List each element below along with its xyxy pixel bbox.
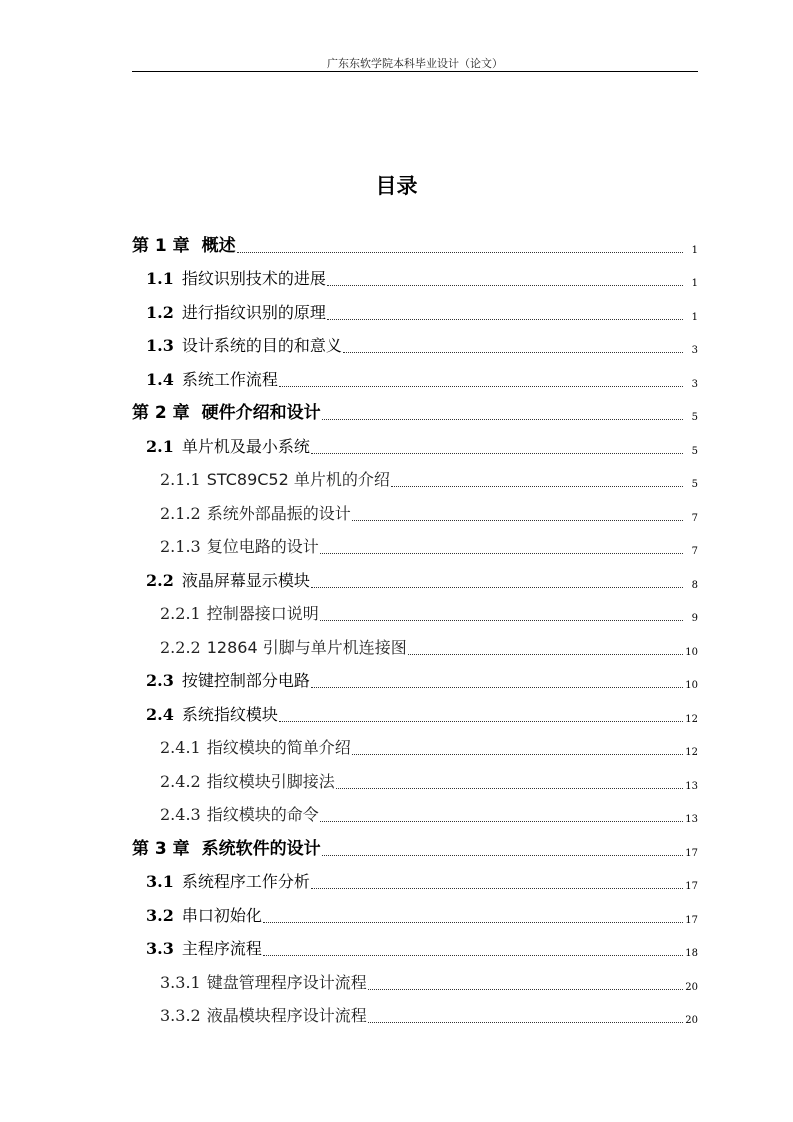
toc-entry[interactable]: [132, 496, 698, 530]
toc-entry-title: 键盘管理程序设计流程: [206, 972, 367, 992]
dot-leader: [368, 1022, 683, 1023]
toc-entry[interactable]: [132, 697, 698, 731]
dot-leader: [311, 453, 683, 454]
toc-page-number: 20: [685, 1015, 698, 1026]
toc-entry[interactable]: [132, 731, 698, 765]
toc-entry-text: [132, 834, 321, 859]
toc-entry-title: 液晶屏幕显示模块: [181, 570, 310, 590]
toc-page-number: 20: [685, 981, 698, 993]
toc-entry[interactable]: [132, 798, 698, 832]
toc-entry-title: 系统程序工作分析: [181, 872, 310, 891]
toc-entry-title: 液晶模块程序设计流程: [206, 1006, 367, 1025]
toc-entry-text: [146, 434, 310, 457]
toc-entry-title: 系统工作流程: [181, 369, 278, 389]
toc-entry-number: 1.1: [146, 269, 174, 288]
toc-page-number: 18: [685, 948, 698, 959]
toc-entry[interactable]: [132, 396, 698, 430]
toc-entry-title: 指纹模块引脚接法: [206, 771, 335, 791]
toc-entry-title: 串口初始化: [181, 905, 262, 925]
toc-entry-title: STC89C52 单片机的介绍: [206, 470, 390, 489]
toc-entry[interactable]: [132, 262, 698, 296]
toc-entry[interactable]: [132, 630, 698, 664]
toc-entry[interactable]: [132, 965, 698, 999]
dot-leader: [368, 989, 683, 990]
dot-leader: [279, 386, 683, 387]
toc-page-number: 7: [691, 546, 698, 557]
toc-entry-number: 2.1.2: [160, 503, 201, 523]
toc-entry-text: [146, 266, 326, 289]
toc-entry-number: 2.2: [146, 570, 174, 590]
toc-entry-number: 第 3 章: [132, 838, 190, 859]
toc-entry-text: [132, 231, 236, 256]
dot-leader: [311, 888, 683, 889]
toc-page-number: 10: [685, 646, 698, 658]
toc-entry-title: 系统外部晶振的设计: [206, 503, 351, 523]
dot-leader: [322, 855, 683, 856]
toc-page-number: 17: [685, 914, 698, 926]
toc-entry-text: [160, 635, 407, 658]
toc-entry-title: 系统软件的设计: [201, 838, 321, 859]
toc-entry-text: [146, 668, 310, 691]
toc-entry-number: 3.3.2: [160, 1006, 201, 1025]
toc-entry-title: 指纹模块的简单介绍: [206, 738, 351, 757]
toc-entry[interactable]: [132, 865, 698, 899]
toc-page-number: 5: [691, 412, 698, 423]
toc-entry-text: [160, 534, 319, 557]
toc-page-number: 17: [685, 847, 698, 859]
toc-entry-number: 3.2: [146, 905, 174, 925]
table-of-contents: [132, 228, 698, 1032]
toc-entry-title: 设计系统的目的和意义: [181, 336, 342, 355]
toc-page-number: 17: [685, 881, 698, 892]
toc-page-number: 12: [685, 747, 698, 758]
toc-entry-text: [146, 300, 326, 323]
running-header: 广东东软学院本科毕业设计（论文）: [327, 57, 503, 70]
toc-entry-title: 12864 引脚与单片机连接图: [206, 637, 407, 657]
toc-page-number: 1: [691, 278, 698, 289]
toc-entry-number: 3.1: [146, 872, 174, 891]
dot-leader: [263, 922, 683, 923]
dot-leader: [263, 955, 683, 956]
toc-entry[interactable]: [132, 831, 698, 865]
toc-entry[interactable]: [132, 563, 698, 597]
toc-page-number: 1: [691, 311, 698, 323]
dot-leader: [237, 252, 683, 253]
toc-entry-number: 1.2: [146, 302, 174, 322]
toc-entry-title: 进行指纹识别的原理: [181, 302, 326, 322]
toc-entry[interactable]: [132, 898, 698, 932]
toc-entry-text: [160, 735, 351, 758]
toc-entry-number: 1.3: [146, 336, 174, 355]
toc-entry-number: 2.3: [146, 671, 174, 690]
toc-entry[interactable]: [132, 530, 698, 564]
toc-entry[interactable]: [132, 597, 698, 631]
dot-leader: [343, 352, 683, 353]
toc-entry-number: 2.4.2: [160, 771, 201, 791]
toc-page-number: 5: [691, 445, 698, 457]
header-rule: [132, 71, 698, 72]
toc-page-number: 8: [691, 579, 698, 591]
dot-leader: [327, 319, 683, 320]
dot-leader: [320, 821, 683, 822]
toc-entry[interactable]: [132, 664, 698, 698]
toc-entry-title: 指纹识别技术的进展: [181, 269, 326, 288]
toc-entry-number: 2.2.1: [160, 604, 201, 623]
toc-entry-title: 控制器接口说明: [206, 604, 319, 623]
toc-entry-number: 2.4: [146, 704, 174, 724]
toc-entry-text: [146, 936, 262, 959]
toc-entry[interactable]: [132, 228, 698, 262]
toc-entry-text: [146, 903, 262, 926]
toc-entry-title: 硬件介绍和设计: [201, 403, 321, 423]
dot-leader: [352, 520, 683, 521]
toc-entry-text: [160, 769, 335, 792]
toc-entry-title: 复位电路的设计: [206, 537, 319, 556]
toc-entry-number: 2.1.3: [160, 537, 201, 556]
dot-leader: [279, 721, 683, 722]
toc-entry-title: 指纹模块的命令: [206, 805, 319, 824]
toc-entry[interactable]: [132, 295, 698, 329]
toc-entry[interactable]: [132, 429, 698, 463]
toc-entry-text: [146, 367, 278, 390]
toc-page-number: 1: [691, 244, 698, 256]
toc-entry-number: 2.1: [146, 436, 174, 456]
toc-entry[interactable]: [132, 463, 698, 497]
toc-page-number: 5: [691, 479, 698, 490]
toc-entry[interactable]: [132, 999, 698, 1033]
toc-entry-title: 单片机及最小系统: [181, 436, 310, 456]
dot-leader: [391, 486, 683, 487]
toc-page-number: 13: [685, 814, 698, 825]
toc-page-number: 3: [691, 345, 698, 356]
toc-entry[interactable]: [132, 764, 698, 798]
toc-page-number: 3: [691, 378, 698, 390]
toc-entry[interactable]: [132, 932, 698, 966]
toc-entry-text: [146, 869, 310, 892]
toc-page-number: 10: [685, 680, 698, 691]
toc-page-number: 13: [685, 780, 698, 792]
toc-entry-number: 2.4.3: [160, 805, 201, 824]
page-title: 目录: [375, 174, 418, 198]
dot-leader: [336, 788, 683, 789]
toc-entry-number: 2.2.2: [160, 637, 201, 657]
dot-leader: [320, 553, 683, 554]
toc-entry-text: [146, 568, 310, 591]
toc-entry-number: 第 1 章: [132, 235, 190, 256]
toc-entry-number: 3.3.1: [160, 972, 201, 992]
toc-page-number: 9: [691, 613, 698, 624]
dot-leader: [352, 754, 683, 755]
toc-entry-text: [160, 802, 319, 825]
dot-leader: [311, 587, 683, 588]
toc-entry-title: 概述: [201, 235, 236, 256]
toc-entry-text: [160, 601, 319, 624]
toc-entry-text: [146, 333, 342, 356]
toc-entry-number: 第 2 章: [132, 403, 190, 423]
toc-entry-text: [160, 970, 367, 993]
dot-leader: [327, 285, 683, 286]
toc-entry-number: 1.4: [146, 369, 174, 389]
toc-entry-text: [146, 702, 278, 725]
toc-entry-number: 3.3: [146, 939, 174, 958]
toc-entry-title: 主程序流程: [181, 939, 262, 958]
toc-entry-number: 2.1.1: [160, 470, 201, 489]
toc-entry-text: [160, 467, 390, 490]
toc-page-number: 12: [685, 713, 698, 725]
dot-leader: [322, 419, 683, 420]
toc-entry-text: [160, 1003, 367, 1026]
toc-entry-title: 系统指纹模块: [181, 704, 278, 724]
toc-entry-text: [132, 398, 321, 423]
dot-leader: [408, 654, 683, 655]
toc-entry-title: 按键控制部分电路: [181, 671, 310, 690]
dot-leader: [311, 687, 683, 688]
toc-entry[interactable]: [132, 329, 698, 363]
toc-entry[interactable]: [132, 362, 698, 396]
toc-entry-number: 2.4.1: [160, 738, 201, 757]
toc-page-number: 7: [691, 512, 698, 524]
toc-entry-text: [160, 501, 351, 524]
dot-leader: [320, 620, 683, 621]
